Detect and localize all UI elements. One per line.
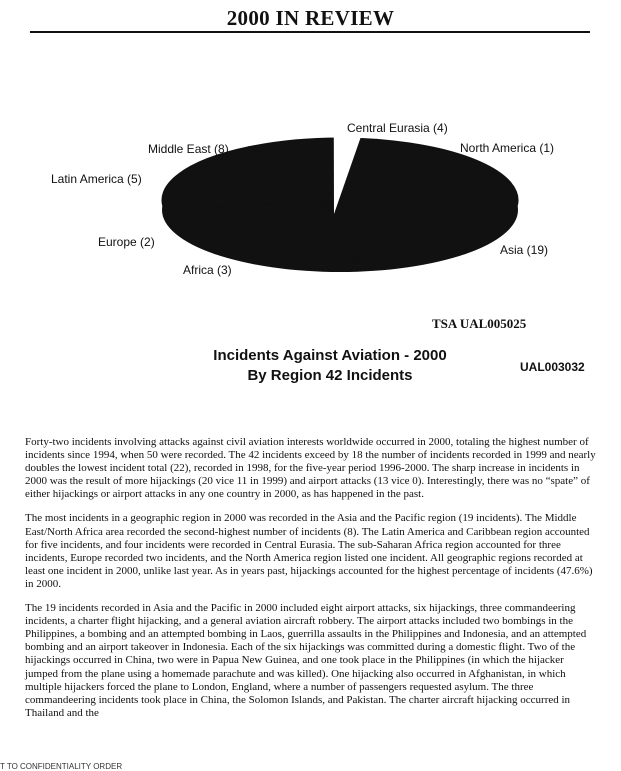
body-text [25,436,597,731]
pie-label-latin-america: Latin America (5) [51,172,142,186]
chart-title [150,346,510,386]
pie-chart [0,100,621,300]
title-rule [30,31,590,33]
pie-label-north-america: North America (1) [460,141,555,155]
paragraph: Forty-two incidents involving attacks against civil aviation interests worldwide occurred in 2000, totaling the highest number of incidents since 1994, when 50 were recorded. The 42 incidents exceed by 18 the number of incidents recorded in 1999 and nearly doubles the lowest incident total (22), recorded in 1998, for the five-year period 1996-2000. The sharp increase in incidents in 2000 was the result of more hijackings (20 vice 11 in 1999) and airport attacks (13 vice 0). Interestingly, there was no “spate” of either hijackings or airport attacks in any one country in 2000, as has happened in the past. [25,436,596,501]
page-title: 2000 IN REVIEW [226,6,395,30]
chart-title-line-1: Incidents Against Aviation - 2000 [213,347,447,364]
pie-label-africa: Africa (3) [183,263,232,277]
bates-stamp-tsa: TSA UAL005025 [432,316,527,331]
paragraph: The most incidents in a geographic region in 2000 was recorded in the Asia and the Pacific region (19 incidents). The Middle East/North Africa area recorded the second-highest number of incidents (8). The Latin America and Caribbean region accounted for five incidents, and four incidents were recorded in Central Eurasia. The sub-Saharan Africa region accounted for three incidents, Europe recorded two incidents, and the North America region listed one incident. All geographic regions recorded at least one incident in 2000, unlike last year. As in years past, hijackings accounted for the highest percentage of incidents (47.6%) in 2000. [25,512,593,590]
pie-label-asia: Asia (19) [500,243,549,257]
pie-slice-asia [340,139,518,261]
paragraph: The 19 incidents recorded in Asia and the Pacific in 2000 included eight airport attacks, six hijackings, three commandeering incidents, a charter flight hijacking, and a general aviation aircraft robbery. The airport attacks included two bombings in the Philippines, a bombing and an attempted bombing in Laos, guerrilla assaults in the Philippines and Indonesia, and an attempted bombing and an airport takeover in Indonesia. Each of the six hijackings was committed during a domestic flight. Two of the hijackings occurred in China, two were in Papua New Guinea, and one took place in the Philippines (in which the hijacker jumped from the plane using a homemade parachute and was killed). One hijacking also occurred in Afghanistan, in which multiple hijackers forced the plane to London, England, where a number of passengers requested asylum. The three commandeering incidents took place in China, the Solomon Islands, and Pakistan. The charter aircraft hijacking occurred in Thailand and the [25,602,587,719]
pie-chart-svg [0,100,621,300]
footer-fragment: T TO CONFIDENTIALITY ORDER [0,762,123,771]
bates-stamp-ual: UAL003032 [520,360,585,374]
pie-label-central-eurasia: Central Eurasia (4) [347,121,448,135]
pie-label-middle-east: Middle East (8) [148,142,229,156]
pie-label-europe: Europe (2) [98,235,155,249]
chart-title-line-2: By Region 42 Incidents [247,367,413,384]
